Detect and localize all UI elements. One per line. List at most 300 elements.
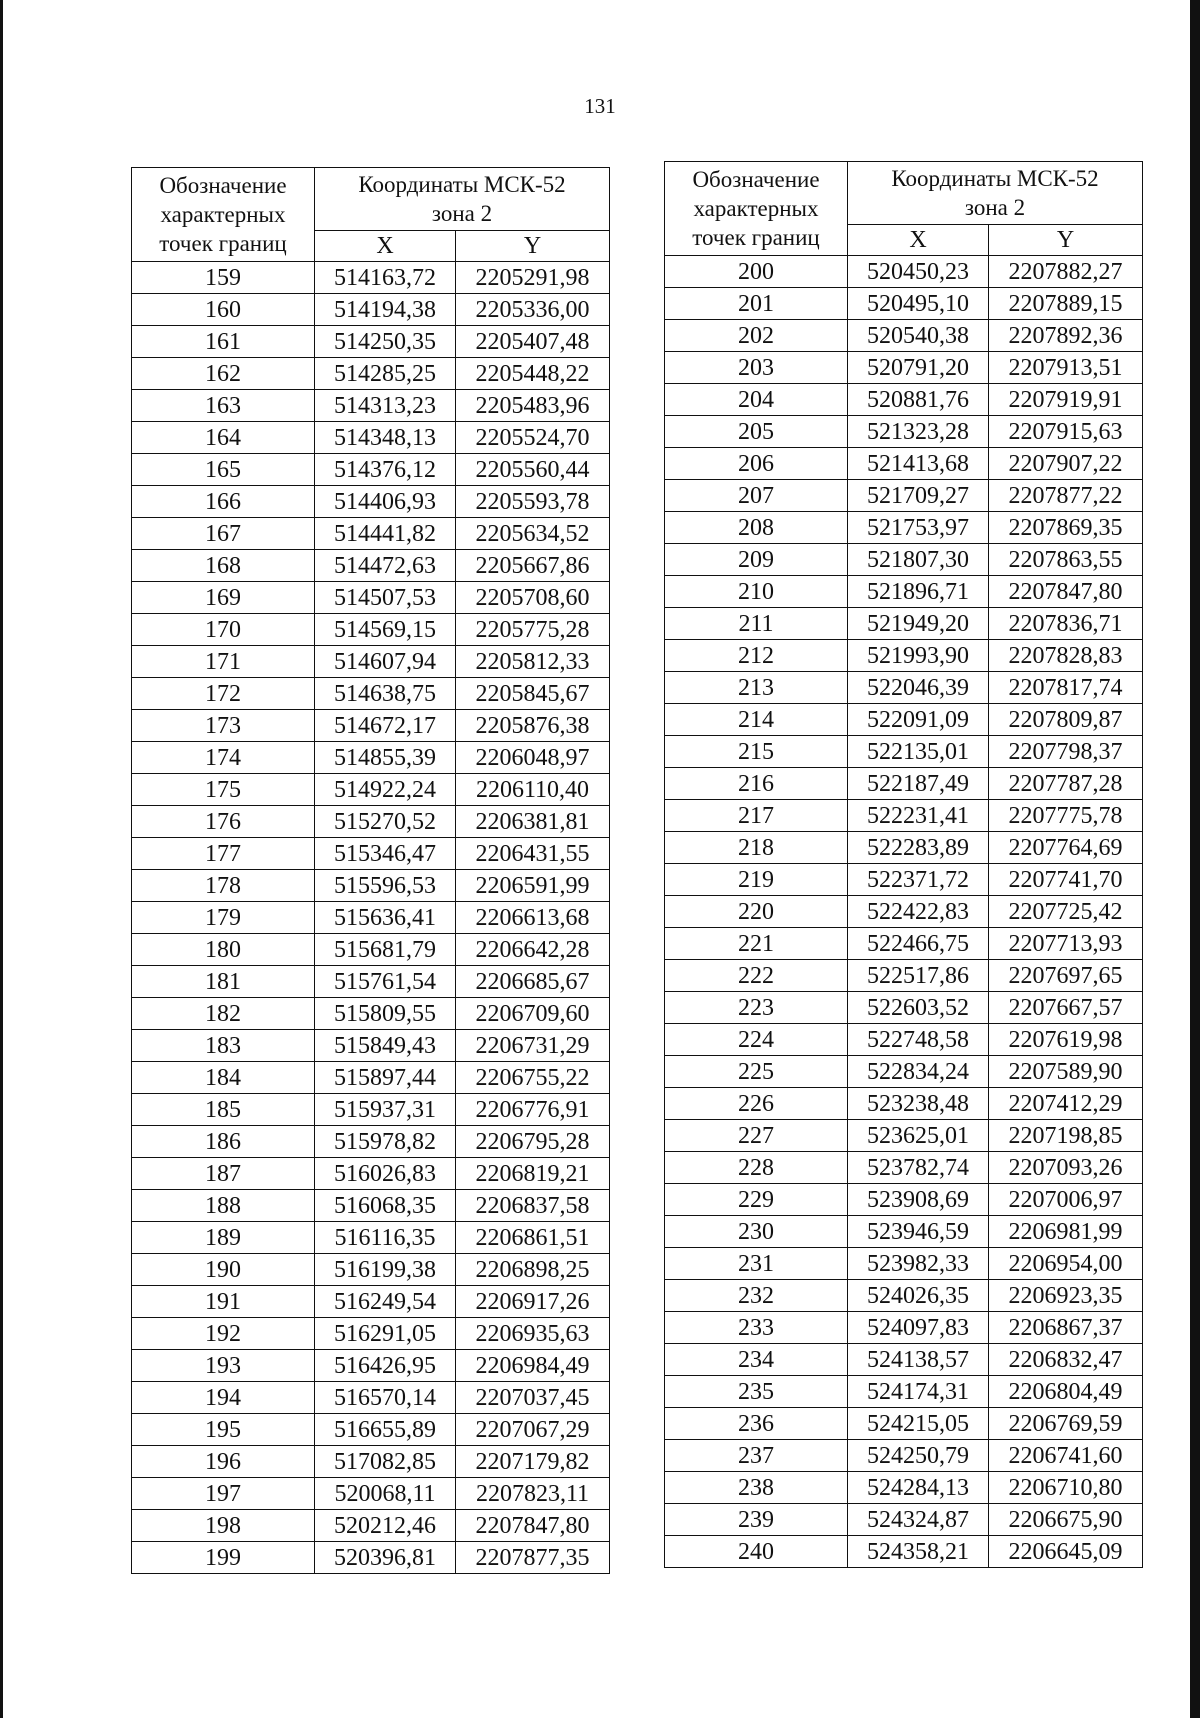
y-coordinate-cell: 2207828,83 bbox=[989, 640, 1143, 672]
y-coordinate-cell: 2206954,00 bbox=[989, 1248, 1143, 1280]
point-id-cell: 205 bbox=[665, 416, 848, 448]
x-coordinate-cell: 523782,74 bbox=[848, 1152, 989, 1184]
y-coordinate-cell: 2207877,22 bbox=[989, 480, 1143, 512]
y-coordinate-cell: 2207907,22 bbox=[989, 448, 1143, 480]
x-coordinate-cell: 523946,59 bbox=[848, 1216, 989, 1248]
point-id-cell: 177 bbox=[132, 838, 315, 870]
x-coordinate-cell: 514406,93 bbox=[315, 486, 456, 518]
y-coordinate-cell: 2206923,35 bbox=[989, 1280, 1143, 1312]
table-row bbox=[665, 832, 1143, 864]
point-id-cell: 188 bbox=[132, 1190, 315, 1222]
table-row bbox=[132, 550, 610, 582]
x-coordinate-cell: 516426,95 bbox=[315, 1350, 456, 1382]
point-id-cell: 238 bbox=[665, 1472, 848, 1504]
table-row bbox=[132, 1222, 610, 1254]
point-id-cell: 172 bbox=[132, 678, 315, 710]
coordinates-table-left bbox=[131, 167, 610, 1574]
point-id-cell: 192 bbox=[132, 1318, 315, 1350]
table-body-right bbox=[665, 256, 1143, 1568]
point-id-cell: 167 bbox=[132, 518, 315, 550]
table-row bbox=[132, 294, 610, 326]
x-column-header: X bbox=[315, 231, 456, 262]
x-coordinate-cell: 523908,69 bbox=[848, 1184, 989, 1216]
point-id-cell: 174 bbox=[132, 742, 315, 774]
y-coordinate-cell: 2206837,58 bbox=[456, 1190, 610, 1222]
y-coordinate-cell: 2206898,25 bbox=[456, 1254, 610, 1286]
point-id-cell: 203 bbox=[665, 352, 848, 384]
table-row bbox=[665, 1248, 1143, 1280]
point-id-cell: 178 bbox=[132, 870, 315, 902]
table-row bbox=[665, 256, 1143, 288]
point-id-cell: 169 bbox=[132, 582, 315, 614]
designation-header-line2: характерных bbox=[693, 196, 819, 221]
table-row bbox=[132, 518, 610, 550]
x-coordinate-cell: 524324,87 bbox=[848, 1504, 989, 1536]
x-coordinate-cell: 520212,46 bbox=[315, 1510, 456, 1542]
table-row bbox=[665, 1440, 1143, 1472]
x-coordinate-cell: 514250,35 bbox=[315, 326, 456, 358]
table-row bbox=[665, 576, 1143, 608]
y-coordinate-cell: 2205667,86 bbox=[456, 550, 610, 582]
coordinates-header-line2: зона 2 bbox=[964, 195, 1026, 220]
point-id-cell: 236 bbox=[665, 1408, 848, 1440]
point-id-cell: 213 bbox=[665, 672, 848, 704]
x-coordinate-cell: 524250,79 bbox=[848, 1440, 989, 1472]
table-row bbox=[132, 934, 610, 966]
table-row bbox=[665, 1312, 1143, 1344]
y-coordinate-cell: 2206741,60 bbox=[989, 1440, 1143, 1472]
y-coordinate-cell: 2206917,26 bbox=[456, 1286, 610, 1318]
table-row bbox=[665, 1088, 1143, 1120]
table-row bbox=[132, 774, 610, 806]
x-coordinate-cell: 521413,68 bbox=[848, 448, 989, 480]
y-coordinate-cell: 2206591,99 bbox=[456, 870, 610, 902]
table-row bbox=[132, 326, 610, 358]
y-coordinate-cell: 2207817,74 bbox=[989, 672, 1143, 704]
point-id-cell: 227 bbox=[665, 1120, 848, 1152]
x-column-header: X bbox=[848, 225, 989, 256]
point-id-cell: 237 bbox=[665, 1440, 848, 1472]
point-id-cell: 215 bbox=[665, 736, 848, 768]
coordinates-table-right bbox=[664, 161, 1143, 1568]
table-row bbox=[132, 454, 610, 486]
x-coordinate-cell: 515346,47 bbox=[315, 838, 456, 870]
y-coordinate-cell: 2206984,49 bbox=[456, 1350, 610, 1382]
x-coordinate-cell: 522135,01 bbox=[848, 736, 989, 768]
x-coordinate-cell: 516199,38 bbox=[315, 1254, 456, 1286]
x-coordinate-cell: 515761,54 bbox=[315, 966, 456, 998]
point-id-cell: 202 bbox=[665, 320, 848, 352]
x-coordinate-cell: 514376,12 bbox=[315, 454, 456, 486]
point-id-cell: 217 bbox=[665, 800, 848, 832]
x-coordinate-cell: 520068,11 bbox=[315, 1478, 456, 1510]
point-id-cell: 162 bbox=[132, 358, 315, 390]
table-row bbox=[665, 320, 1143, 352]
table-row bbox=[132, 614, 610, 646]
y-coordinate-cell: 2205407,48 bbox=[456, 326, 610, 358]
y-coordinate-cell: 2207667,57 bbox=[989, 992, 1143, 1024]
y-coordinate-cell: 2207093,26 bbox=[989, 1152, 1143, 1184]
coordinates-header-line1: Координаты МСК-52 bbox=[891, 166, 1099, 191]
table-row bbox=[132, 1446, 610, 1478]
y-coordinate-cell: 2205708,60 bbox=[456, 582, 610, 614]
x-coordinate-cell: 515809,55 bbox=[315, 998, 456, 1030]
table-row bbox=[665, 384, 1143, 416]
designation-header bbox=[132, 168, 315, 262]
x-coordinate-cell: 514855,39 bbox=[315, 742, 456, 774]
x-coordinate-cell: 522231,41 bbox=[848, 800, 989, 832]
table-row bbox=[665, 640, 1143, 672]
table-row bbox=[665, 768, 1143, 800]
point-id-cell: 219 bbox=[665, 864, 848, 896]
y-coordinate-cell: 2207589,90 bbox=[989, 1056, 1143, 1088]
y-coordinate-cell: 2206804,49 bbox=[989, 1376, 1143, 1408]
x-coordinate-cell: 522466,75 bbox=[848, 928, 989, 960]
x-coordinate-cell: 514507,53 bbox=[315, 582, 456, 614]
designation-header-line1: Обозначение bbox=[159, 173, 287, 198]
y-coordinate-cell: 2207877,35 bbox=[456, 1542, 610, 1574]
x-coordinate-cell: 522422,83 bbox=[848, 896, 989, 928]
point-id-cell: 163 bbox=[132, 390, 315, 422]
table-row bbox=[132, 1510, 610, 1542]
point-id-cell: 183 bbox=[132, 1030, 315, 1062]
table-row bbox=[665, 512, 1143, 544]
x-coordinate-cell: 520881,76 bbox=[848, 384, 989, 416]
table-row bbox=[665, 672, 1143, 704]
point-id-cell: 211 bbox=[665, 608, 848, 640]
x-coordinate-cell: 514922,24 bbox=[315, 774, 456, 806]
table-row bbox=[132, 742, 610, 774]
y-coordinate-cell: 2207869,35 bbox=[989, 512, 1143, 544]
x-coordinate-cell: 514672,17 bbox=[315, 710, 456, 742]
table-row bbox=[132, 838, 610, 870]
table-row bbox=[665, 800, 1143, 832]
y-coordinate-cell: 2207619,98 bbox=[989, 1024, 1143, 1056]
point-id-cell: 226 bbox=[665, 1088, 848, 1120]
point-id-cell: 199 bbox=[132, 1542, 315, 1574]
table-row bbox=[132, 486, 610, 518]
point-id-cell: 220 bbox=[665, 896, 848, 928]
table-row bbox=[665, 1184, 1143, 1216]
x-coordinate-cell: 516026,83 bbox=[315, 1158, 456, 1190]
y-coordinate-cell: 2205336,00 bbox=[456, 294, 610, 326]
table-row bbox=[132, 1062, 610, 1094]
y-coordinate-cell: 2205634,52 bbox=[456, 518, 610, 550]
table-row bbox=[132, 1030, 610, 1062]
table-row bbox=[665, 1152, 1143, 1184]
y-coordinate-cell: 2206675,90 bbox=[989, 1504, 1143, 1536]
point-id-cell: 171 bbox=[132, 646, 315, 678]
point-id-cell: 228 bbox=[665, 1152, 848, 1184]
table-row bbox=[132, 1190, 610, 1222]
table-row bbox=[665, 928, 1143, 960]
y-coordinate-cell: 2207915,63 bbox=[989, 416, 1143, 448]
y-coordinate-cell: 2205775,28 bbox=[456, 614, 610, 646]
x-coordinate-cell: 524174,31 bbox=[848, 1376, 989, 1408]
coordinates-header-line2: зона 2 bbox=[431, 201, 493, 226]
x-coordinate-cell: 522187,49 bbox=[848, 768, 989, 800]
point-id-cell: 232 bbox=[665, 1280, 848, 1312]
point-id-cell: 206 bbox=[665, 448, 848, 480]
x-coordinate-cell: 515270,52 bbox=[315, 806, 456, 838]
y-column-header: Y bbox=[989, 225, 1143, 256]
x-coordinate-cell: 515897,44 bbox=[315, 1062, 456, 1094]
y-coordinate-cell: 2207919,91 bbox=[989, 384, 1143, 416]
point-id-cell: 164 bbox=[132, 422, 315, 454]
y-coordinate-cell: 2206981,99 bbox=[989, 1216, 1143, 1248]
point-id-cell: 161 bbox=[132, 326, 315, 358]
x-coordinate-cell: 521753,97 bbox=[848, 512, 989, 544]
table-row bbox=[132, 1414, 610, 1446]
y-coordinate-cell: 2207412,29 bbox=[989, 1088, 1143, 1120]
y-coordinate-cell: 2205291,98 bbox=[456, 262, 610, 294]
y-coordinate-cell: 2207823,11 bbox=[456, 1478, 610, 1510]
table-row bbox=[132, 1158, 610, 1190]
x-coordinate-cell: 514163,72 bbox=[315, 262, 456, 294]
point-id-cell: 222 bbox=[665, 960, 848, 992]
y-coordinate-cell: 2205483,96 bbox=[456, 390, 610, 422]
x-coordinate-cell: 515937,31 bbox=[315, 1094, 456, 1126]
point-id-cell: 170 bbox=[132, 614, 315, 646]
y-coordinate-cell: 2206110,40 bbox=[456, 774, 610, 806]
table-row bbox=[665, 704, 1143, 736]
table-row bbox=[665, 1280, 1143, 1312]
y-coordinate-cell: 2207741,70 bbox=[989, 864, 1143, 896]
x-coordinate-cell: 515978,82 bbox=[315, 1126, 456, 1158]
x-coordinate-cell: 520791,20 bbox=[848, 352, 989, 384]
point-id-cell: 233 bbox=[665, 1312, 848, 1344]
y-coordinate-cell: 2207764,69 bbox=[989, 832, 1143, 864]
table-row bbox=[132, 1254, 610, 1286]
point-id-cell: 239 bbox=[665, 1504, 848, 1536]
x-coordinate-cell: 522603,52 bbox=[848, 992, 989, 1024]
y-coordinate-cell: 2206769,59 bbox=[989, 1408, 1143, 1440]
x-coordinate-cell: 522091,09 bbox=[848, 704, 989, 736]
y-coordinate-cell: 2205845,67 bbox=[456, 678, 610, 710]
y-coordinate-cell: 2206431,55 bbox=[456, 838, 610, 870]
table-row bbox=[132, 1382, 610, 1414]
table-row bbox=[132, 806, 610, 838]
y-coordinate-cell: 2207836,71 bbox=[989, 608, 1143, 640]
x-coordinate-cell: 521709,27 bbox=[848, 480, 989, 512]
table-row bbox=[665, 608, 1143, 640]
y-coordinate-cell: 2207847,80 bbox=[456, 1510, 610, 1542]
y-coordinate-cell: 2206709,60 bbox=[456, 998, 610, 1030]
table-row bbox=[665, 1504, 1143, 1536]
point-id-cell: 179 bbox=[132, 902, 315, 934]
point-id-cell: 224 bbox=[665, 1024, 848, 1056]
table-row bbox=[132, 422, 610, 454]
point-id-cell: 229 bbox=[665, 1184, 848, 1216]
point-id-cell: 193 bbox=[132, 1350, 315, 1382]
table-row bbox=[132, 582, 610, 614]
coordinates-header bbox=[848, 162, 1143, 225]
table-row bbox=[132, 390, 610, 422]
x-coordinate-cell: 523238,48 bbox=[848, 1088, 989, 1120]
y-coordinate-cell: 2207809,87 bbox=[989, 704, 1143, 736]
table-row bbox=[665, 448, 1143, 480]
table-row bbox=[132, 1126, 610, 1158]
scan-border-left bbox=[0, 0, 3, 1718]
table-row bbox=[665, 1536, 1143, 1568]
point-id-cell: 184 bbox=[132, 1062, 315, 1094]
y-coordinate-cell: 2206710,80 bbox=[989, 1472, 1143, 1504]
x-coordinate-cell: 522046,39 bbox=[848, 672, 989, 704]
x-coordinate-cell: 514348,13 bbox=[315, 422, 456, 454]
y-coordinate-cell: 2206613,68 bbox=[456, 902, 610, 934]
point-id-cell: 176 bbox=[132, 806, 315, 838]
table-row bbox=[132, 358, 610, 390]
y-coordinate-cell: 2206645,09 bbox=[989, 1536, 1143, 1568]
designation-header-line3: точек границ bbox=[692, 225, 820, 250]
point-id-cell: 234 bbox=[665, 1344, 848, 1376]
x-coordinate-cell: 522517,86 bbox=[848, 960, 989, 992]
table-row bbox=[665, 480, 1143, 512]
x-coordinate-cell: 524026,35 bbox=[848, 1280, 989, 1312]
y-coordinate-cell: 2205812,33 bbox=[456, 646, 610, 678]
point-id-cell: 191 bbox=[132, 1286, 315, 1318]
y-coordinate-cell: 2206776,91 bbox=[456, 1094, 610, 1126]
y-coordinate-cell: 2206795,28 bbox=[456, 1126, 610, 1158]
point-id-cell: 230 bbox=[665, 1216, 848, 1248]
point-id-cell: 240 bbox=[665, 1536, 848, 1568]
point-id-cell: 187 bbox=[132, 1158, 315, 1190]
y-coordinate-cell: 2206685,67 bbox=[456, 966, 610, 998]
point-id-cell: 166 bbox=[132, 486, 315, 518]
table-row bbox=[132, 1542, 610, 1574]
table-row bbox=[132, 678, 610, 710]
table-body-left bbox=[132, 262, 610, 1574]
table-row bbox=[665, 992, 1143, 1024]
point-id-cell: 201 bbox=[665, 288, 848, 320]
x-coordinate-cell: 524284,13 bbox=[848, 1472, 989, 1504]
point-id-cell: 168 bbox=[132, 550, 315, 582]
y-coordinate-cell: 2207037,45 bbox=[456, 1382, 610, 1414]
point-id-cell: 214 bbox=[665, 704, 848, 736]
table-row bbox=[132, 966, 610, 998]
table-row bbox=[665, 544, 1143, 576]
y-coordinate-cell: 2207787,28 bbox=[989, 768, 1143, 800]
x-coordinate-cell: 516655,89 bbox=[315, 1414, 456, 1446]
x-coordinate-cell: 520540,38 bbox=[848, 320, 989, 352]
y-coordinate-cell: 2207798,37 bbox=[989, 736, 1143, 768]
point-id-cell: 209 bbox=[665, 544, 848, 576]
y-coordinate-cell: 2206935,63 bbox=[456, 1318, 610, 1350]
point-id-cell: 186 bbox=[132, 1126, 315, 1158]
x-coordinate-cell: 520450,23 bbox=[848, 256, 989, 288]
designation-header-line1: Обозначение bbox=[692, 167, 820, 192]
y-coordinate-cell: 2206381,81 bbox=[456, 806, 610, 838]
coordinates-header-line1: Координаты МСК-52 bbox=[358, 172, 566, 197]
point-id-cell: 221 bbox=[665, 928, 848, 960]
point-id-cell: 197 bbox=[132, 1478, 315, 1510]
point-id-cell: 216 bbox=[665, 768, 848, 800]
point-id-cell: 185 bbox=[132, 1094, 315, 1126]
x-coordinate-cell: 514313,23 bbox=[315, 390, 456, 422]
x-coordinate-cell: 521993,90 bbox=[848, 640, 989, 672]
table-row bbox=[132, 646, 610, 678]
table-row bbox=[132, 1318, 610, 1350]
x-coordinate-cell: 521949,20 bbox=[848, 608, 989, 640]
y-coordinate-cell: 2207775,78 bbox=[989, 800, 1143, 832]
x-coordinate-cell: 514285,25 bbox=[315, 358, 456, 390]
point-id-cell: 207 bbox=[665, 480, 848, 512]
point-id-cell: 190 bbox=[132, 1254, 315, 1286]
y-coordinate-cell: 2207067,29 bbox=[456, 1414, 610, 1446]
x-coordinate-cell: 515636,41 bbox=[315, 902, 456, 934]
x-coordinate-cell: 514569,15 bbox=[315, 614, 456, 646]
table-row bbox=[665, 1472, 1143, 1504]
table-row bbox=[132, 902, 610, 934]
x-coordinate-cell: 522834,24 bbox=[848, 1056, 989, 1088]
y-coordinate-cell: 2206642,28 bbox=[456, 934, 610, 966]
table-row bbox=[665, 896, 1143, 928]
x-coordinate-cell: 524138,57 bbox=[848, 1344, 989, 1376]
x-coordinate-cell: 514638,75 bbox=[315, 678, 456, 710]
x-coordinate-cell: 514472,63 bbox=[315, 550, 456, 582]
point-id-cell: 204 bbox=[665, 384, 848, 416]
point-id-cell: 218 bbox=[665, 832, 848, 864]
y-coordinate-cell: 2206048,97 bbox=[456, 742, 610, 774]
x-coordinate-cell: 522371,72 bbox=[848, 864, 989, 896]
y-coordinate-cell: 2205560,44 bbox=[456, 454, 610, 486]
y-coordinate-cell: 2206819,21 bbox=[456, 1158, 610, 1190]
x-coordinate-cell: 516291,05 bbox=[315, 1318, 456, 1350]
y-coordinate-cell: 2206731,29 bbox=[456, 1030, 610, 1062]
designation-header-line2: характерных bbox=[160, 202, 286, 227]
point-id-cell: 195 bbox=[132, 1414, 315, 1446]
table-row bbox=[132, 1286, 610, 1318]
y-column-header: Y bbox=[456, 231, 610, 262]
table-row bbox=[132, 262, 610, 294]
y-coordinate-cell: 2207198,85 bbox=[989, 1120, 1143, 1152]
point-id-cell: 223 bbox=[665, 992, 848, 1024]
y-coordinate-cell: 2207713,93 bbox=[989, 928, 1143, 960]
y-coordinate-cell: 2207725,42 bbox=[989, 896, 1143, 928]
point-id-cell: 231 bbox=[665, 1248, 848, 1280]
x-coordinate-cell: 514607,94 bbox=[315, 646, 456, 678]
x-coordinate-cell: 517082,85 bbox=[315, 1446, 456, 1478]
x-coordinate-cell: 522748,58 bbox=[848, 1024, 989, 1056]
x-coordinate-cell: 521896,71 bbox=[848, 576, 989, 608]
x-coordinate-cell: 523625,01 bbox=[848, 1120, 989, 1152]
designation-header-line3: точек границ bbox=[159, 231, 287, 256]
table-row bbox=[665, 1376, 1143, 1408]
point-id-cell: 212 bbox=[665, 640, 848, 672]
point-id-cell: 182 bbox=[132, 998, 315, 1030]
table-row bbox=[665, 288, 1143, 320]
x-coordinate-cell: 516249,54 bbox=[315, 1286, 456, 1318]
point-id-cell: 181 bbox=[132, 966, 315, 998]
x-coordinate-cell: 520396,81 bbox=[315, 1542, 456, 1574]
x-coordinate-cell: 515596,53 bbox=[315, 870, 456, 902]
y-coordinate-cell: 2207882,27 bbox=[989, 256, 1143, 288]
x-coordinate-cell: 521323,28 bbox=[848, 416, 989, 448]
table-row bbox=[665, 736, 1143, 768]
table-row bbox=[132, 998, 610, 1030]
y-coordinate-cell: 2207913,51 bbox=[989, 352, 1143, 384]
y-coordinate-cell: 2207697,65 bbox=[989, 960, 1143, 992]
x-coordinate-cell: 515849,43 bbox=[315, 1030, 456, 1062]
y-coordinate-cell: 2206867,37 bbox=[989, 1312, 1143, 1344]
coordinates-header bbox=[315, 168, 610, 231]
y-coordinate-cell: 2207863,55 bbox=[989, 544, 1143, 576]
point-id-cell: 159 bbox=[132, 262, 315, 294]
point-id-cell: 196 bbox=[132, 1446, 315, 1478]
x-coordinate-cell: 516116,35 bbox=[315, 1222, 456, 1254]
table-row bbox=[665, 1024, 1143, 1056]
point-id-cell: 165 bbox=[132, 454, 315, 486]
